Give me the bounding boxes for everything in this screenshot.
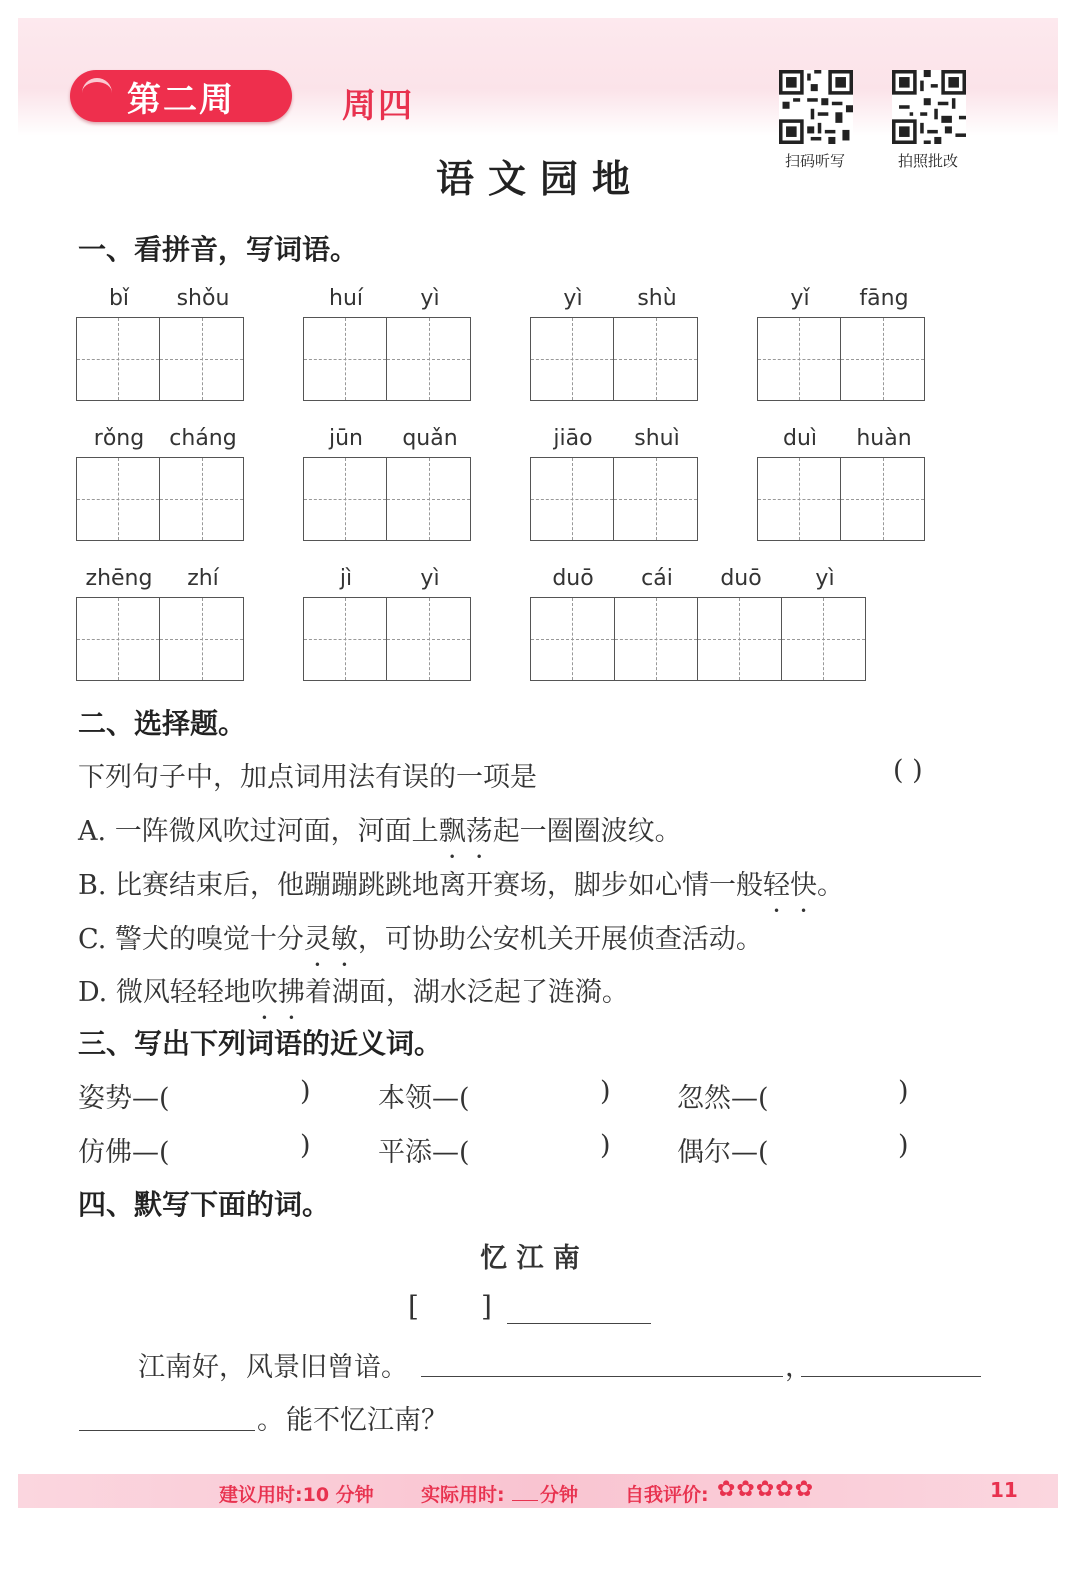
answer-paren[interactable]: ( ) [893, 755, 923, 786]
pinyin: cái [641, 566, 673, 591]
synonym-close: ) [300, 1130, 311, 1161]
actual-time-label: 实际用时: [421, 1484, 505, 1506]
pinyin: shǒu [176, 286, 230, 311]
poem-line2-end: 能不忆江南？ [286, 1405, 448, 1436]
bracket-open: [ [408, 1290, 419, 1323]
suggested-time: 建议用时:10 分钟 [219, 1484, 374, 1506]
dotted-word: 飘荡 [438, 816, 493, 847]
option-text: 。 [817, 870, 845, 901]
answer-blank[interactable] [421, 1376, 783, 1377]
pinyin: cháng [169, 426, 237, 451]
pinyin: yǐ [790, 286, 810, 311]
option-text: 警犬的嗅觉十分 [114, 924, 304, 955]
writing-grid[interactable] [76, 317, 244, 401]
qr-code-dictation-icon[interactable] [779, 70, 853, 144]
synonym-close: ) [300, 1076, 311, 1107]
synonym-word: 平添—( [378, 1137, 470, 1168]
synonym-item [677, 1130, 769, 1169]
pinyin: yì [563, 286, 583, 311]
pinyin: huí [329, 286, 363, 311]
pinyin: rǒng [93, 426, 145, 451]
synonym-close: ) [600, 1130, 611, 1161]
option-d[interactable] [78, 970, 629, 1009]
pinyin: duō [720, 566, 762, 591]
writing-grid[interactable] [530, 457, 698, 541]
synonym-item [378, 1130, 470, 1169]
question-text: 下列句子中，加点词用法有误的一项是 [78, 762, 537, 793]
qr-code-grading-icon[interactable] [892, 70, 966, 144]
comma: ， [785, 1352, 812, 1383]
week-badge [70, 70, 292, 122]
pinyin: duō [552, 566, 594, 591]
day-label: 周四 [342, 86, 414, 126]
option-letter: B. [78, 870, 107, 901]
pinyin: jūn [329, 426, 363, 451]
option-text: ，可协助公安机关开展侦查活动。 [357, 924, 763, 955]
pinyin: yì [420, 286, 440, 311]
synonym-word: 仿佛—( [78, 1137, 170, 1168]
synonym-word: 偶尔—( [677, 1137, 769, 1168]
answer-blank[interactable] [507, 1323, 651, 1324]
writing-grid[interactable] [303, 457, 471, 541]
section3-title: 三、写出下列词语的近义词。 [78, 1027, 443, 1060]
synonym-word: 姿势—( [78, 1083, 170, 1114]
writing-grid[interactable] [757, 457, 925, 541]
poem-line1: 江南好，风景旧曾谙。 [138, 1352, 408, 1383]
badge-shine [82, 78, 112, 96]
synonym-close: ) [600, 1076, 611, 1107]
dotted-word: 灵敏 [303, 924, 358, 955]
option-text: 比赛结束后，他蹦蹦跳跳地离开赛场，脚步如心情一般 [115, 870, 764, 901]
section4-title: 四、默写下面的词。 [78, 1188, 331, 1221]
pinyin: shù [637, 286, 677, 311]
dotted-word: 轻快 [763, 870, 818, 901]
option-letter: A. [78, 816, 107, 847]
synonym-word: 本领—( [378, 1083, 470, 1114]
pinyin: jiāo [553, 426, 593, 451]
week-label: 第二周 [127, 79, 235, 120]
synonym-word: 忽然—( [677, 1083, 769, 1114]
section1-title: 一、看拼音，写词语。 [78, 233, 359, 266]
writing-grid[interactable] [76, 597, 244, 681]
writing-grid[interactable] [303, 317, 471, 401]
actual-time-unit: 分钟 [540, 1484, 579, 1506]
synonym-close: ) [898, 1130, 909, 1161]
footer-band [18, 1474, 1058, 1508]
writing-grid[interactable] [530, 597, 866, 681]
writing-grid[interactable] [303, 597, 471, 681]
poem-title: 忆 江 南 [480, 1243, 580, 1274]
synonym-item [78, 1076, 170, 1115]
synonym-item [378, 1076, 470, 1115]
pinyin: quǎn [402, 426, 458, 451]
page-number: 11 [990, 1478, 1018, 1502]
synonym-close: ) [898, 1076, 909, 1107]
pinyin: huàn [856, 426, 912, 451]
answer-blank[interactable] [801, 1376, 981, 1377]
writing-grid[interactable] [530, 317, 698, 401]
option-text: 微风轻轻地 [115, 977, 251, 1008]
option-a[interactable] [78, 809, 682, 848]
actual-time-blank[interactable] [512, 1500, 538, 1501]
pinyin: zhí [187, 566, 219, 591]
pinyin: jì [339, 566, 353, 591]
writing-grid[interactable] [757, 317, 925, 401]
option-c[interactable] [78, 917, 763, 956]
period: 。 [257, 1405, 284, 1436]
self-eval-label: 自我评价: [625, 1484, 709, 1506]
writing-grid[interactable] [76, 457, 244, 541]
option-text: 一阵微风吹过河面，河面上 [114, 816, 439, 847]
option-b[interactable] [78, 863, 844, 902]
synonym-item [677, 1076, 769, 1115]
pinyin: zhēng [85, 566, 153, 591]
dotted-word: 吹拂 [250, 977, 305, 1008]
pinyin: duì [782, 426, 818, 451]
page-title: 语文园地 [435, 156, 644, 201]
pinyin: yì [815, 566, 835, 591]
option-letter: C. [78, 924, 107, 955]
option-text: 着湖面，湖水泛起了涟漪。 [304, 977, 629, 1008]
synonym-item [78, 1130, 170, 1169]
pinyin: bǐ [108, 286, 130, 311]
pinyin: fāng [859, 286, 909, 311]
option-letter: D. [78, 977, 108, 1008]
answer-blank[interactable] [79, 1430, 255, 1431]
section2-title: 二、选择题。 [78, 707, 247, 740]
qr-caption-grading: 拍照批改 [897, 152, 958, 170]
option-text: 起一圈圈波纹。 [492, 816, 682, 847]
pinyin: shuì [634, 426, 680, 451]
bracket-close: ] [481, 1290, 492, 1323]
qr-caption-dictation: 扫码听写 [784, 152, 845, 170]
rating-stars-icon[interactable]: ✿✿✿✿✿ [717, 1477, 815, 1502]
pinyin: yì [420, 566, 440, 591]
